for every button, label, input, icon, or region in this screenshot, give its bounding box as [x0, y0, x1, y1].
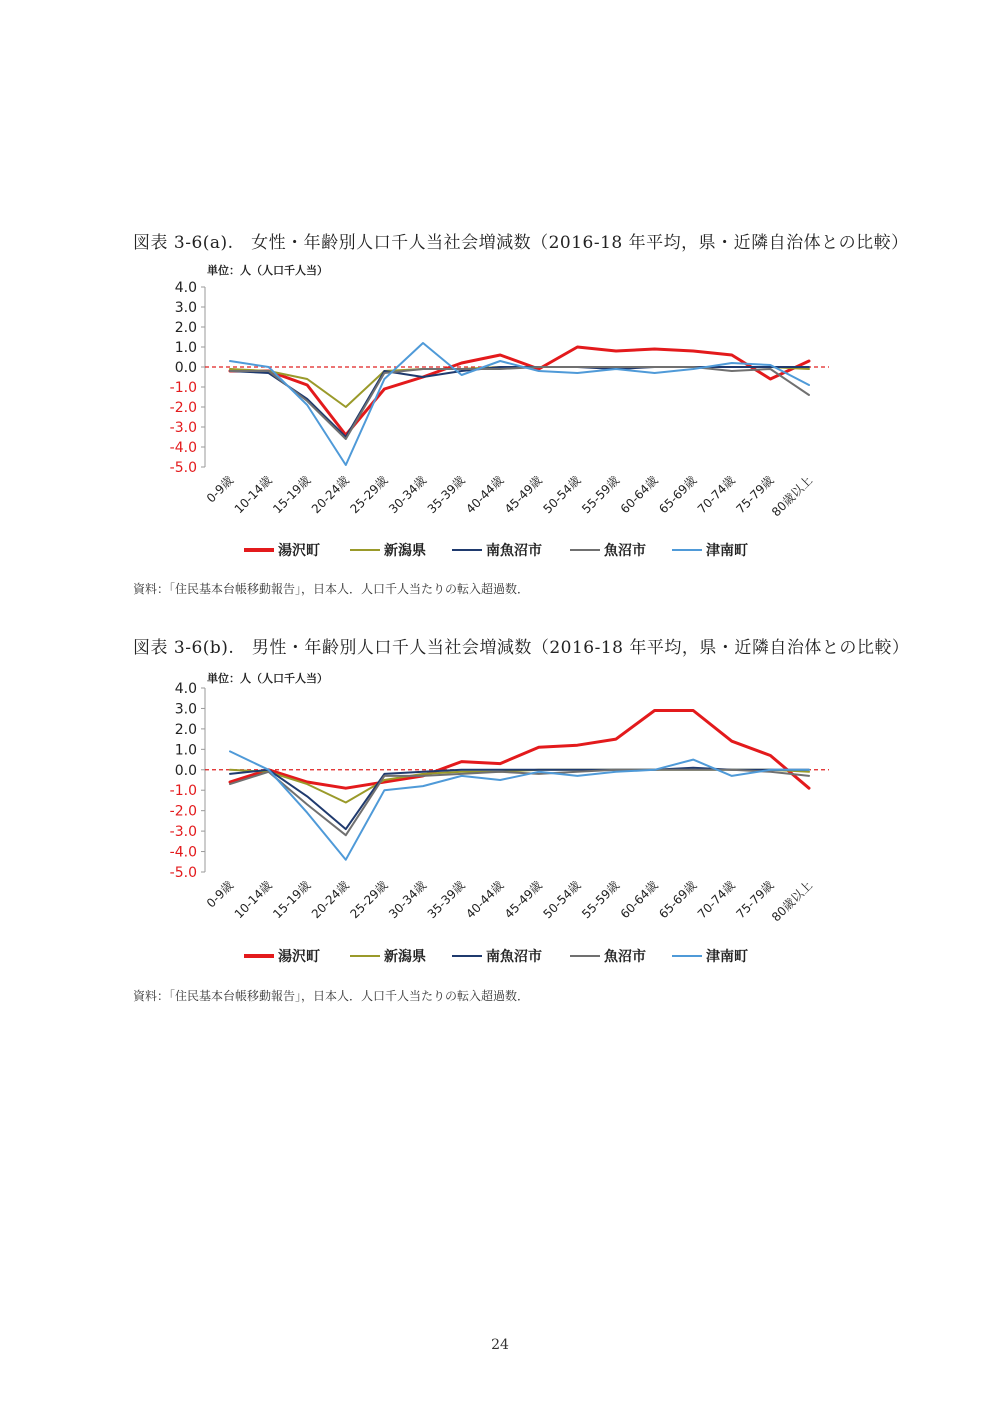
- y-tick-label: 2.0: [174, 721, 197, 738]
- x-tick-label: 0-9歳: [203, 878, 237, 911]
- x-tick-label: 75-79歳: [733, 473, 777, 517]
- x-tick-label: 30-34歳: [386, 473, 430, 517]
- unit-label: 単位：人（人口千人当）: [207, 672, 328, 685]
- x-tick-label: 20-24歳: [308, 473, 352, 517]
- y-tick-label: 0.0: [174, 360, 197, 376]
- legend-label: 新潟県: [384, 543, 426, 559]
- y-tick-label: 4.0: [174, 681, 197, 697]
- x-tick-label: 15-19歳: [270, 878, 314, 922]
- x-tick-label: 35-39歳: [424, 473, 468, 517]
- x-tick-label: 55-59歳: [579, 878, 623, 922]
- x-tick-label: 65-69歳: [656, 878, 700, 922]
- y-tick-label: 2.0: [174, 320, 197, 336]
- x-tick-label: 80歳以上: [768, 878, 816, 925]
- y-tick-label: 1.0: [174, 340, 197, 356]
- legend-label: 南魚沼市: [486, 543, 542, 559]
- y-tick-label: -2.0: [169, 803, 197, 820]
- legend-label: 津南町: [706, 949, 748, 965]
- x-tick-label: 25-29歳: [347, 878, 391, 922]
- x-tick-label: 40-44歳: [463, 473, 507, 517]
- legend-label: 津南町: [706, 543, 748, 559]
- x-tick-label: 0-9歳: [203, 473, 237, 506]
- chart-male: [0, 668, 1000, 988]
- x-tick-label: 15-19歳: [270, 473, 314, 517]
- x-tick-label: 25-29歳: [347, 473, 391, 517]
- page-number: 24: [491, 1337, 509, 1353]
- unit-label: 単位：人（人口千人当）: [207, 264, 328, 277]
- x-tick-label: 10-14歳: [231, 473, 275, 517]
- y-tick-label: -1.0: [169, 783, 197, 800]
- legend-label: 魚沼市: [604, 543, 646, 559]
- x-tick-label: 55-59歳: [579, 473, 623, 517]
- y-tick-label: -1.0: [169, 380, 197, 396]
- y-tick-label: -4.0: [169, 844, 197, 861]
- y-tick-label: 4.0: [174, 280, 197, 296]
- x-tick-label: 60-64歳: [617, 878, 661, 922]
- series-line-2: [230, 770, 809, 803]
- legend-label: 湯沢町: [278, 949, 320, 965]
- chart-female: [0, 258, 1000, 588]
- y-tick-label: -5.0: [169, 460, 197, 476]
- y-tick-label: -4.0: [169, 440, 197, 456]
- x-tick-label: 80歳以上: [768, 473, 816, 520]
- x-tick-label: 40-44歳: [463, 878, 507, 922]
- x-tick-label: 45-49歳: [501, 473, 545, 517]
- y-tick-label: 3.0: [174, 300, 197, 316]
- x-tick-label: 30-34歳: [386, 878, 430, 922]
- y-tick-label: -3.0: [169, 420, 197, 436]
- y-tick-label: -5.0: [169, 865, 197, 881]
- legend-label: 新潟県: [384, 949, 426, 965]
- y-tick-label: -3.0: [169, 824, 197, 841]
- x-tick-label: 75-79歳: [733, 878, 777, 922]
- y-tick-label: 1.0: [174, 742, 197, 759]
- series-line-3: [230, 367, 809, 437]
- y-tick-label: -2.0: [169, 400, 197, 416]
- figure-b-source: 資料：「住民基本台帳移動報告」，日本人．人口千人当たりの転入超過数．: [133, 989, 530, 1003]
- series-line-4: [230, 367, 809, 439]
- figure-a-source: 資料：「住民基本台帳移動報告」，日本人．人口千人当たりの転入超過数．: [133, 582, 530, 596]
- legend-label: 湯沢町: [278, 543, 320, 559]
- x-tick-label: 50-54歳: [540, 878, 584, 922]
- x-tick-label: 65-69歳: [656, 473, 700, 517]
- figure-a-title: 図表 3-6(a). 女性・年齢別人口千人当社会増減数（2016-18 年平均，県・近隣自治体との比較）: [133, 233, 909, 253]
- x-tick-label: 35-39歳: [424, 878, 468, 922]
- x-tick-label: 50-54歳: [540, 473, 584, 517]
- x-tick-label: 60-64歳: [617, 473, 661, 517]
- x-tick-label: 10-14歳: [231, 878, 275, 922]
- series-line-2: [230, 367, 809, 407]
- y-tick-label: 0.0: [174, 762, 197, 779]
- y-tick-label: 3.0: [174, 701, 197, 718]
- x-tick-label: 70-74歳: [694, 878, 738, 922]
- legend-label: 魚沼市: [604, 949, 646, 965]
- x-tick-label: 45-49歳: [501, 878, 545, 922]
- legend-label: 南魚沼市: [486, 949, 542, 965]
- figure-b-title: 図表 3-6(b). 男性・年齢別人口千人当社会増減数（2016-18 年平均，県・近隣自治体との比較）: [133, 638, 910, 658]
- x-tick-label: 20-24歳: [308, 878, 352, 922]
- x-tick-label: 70-74歳: [694, 473, 738, 517]
